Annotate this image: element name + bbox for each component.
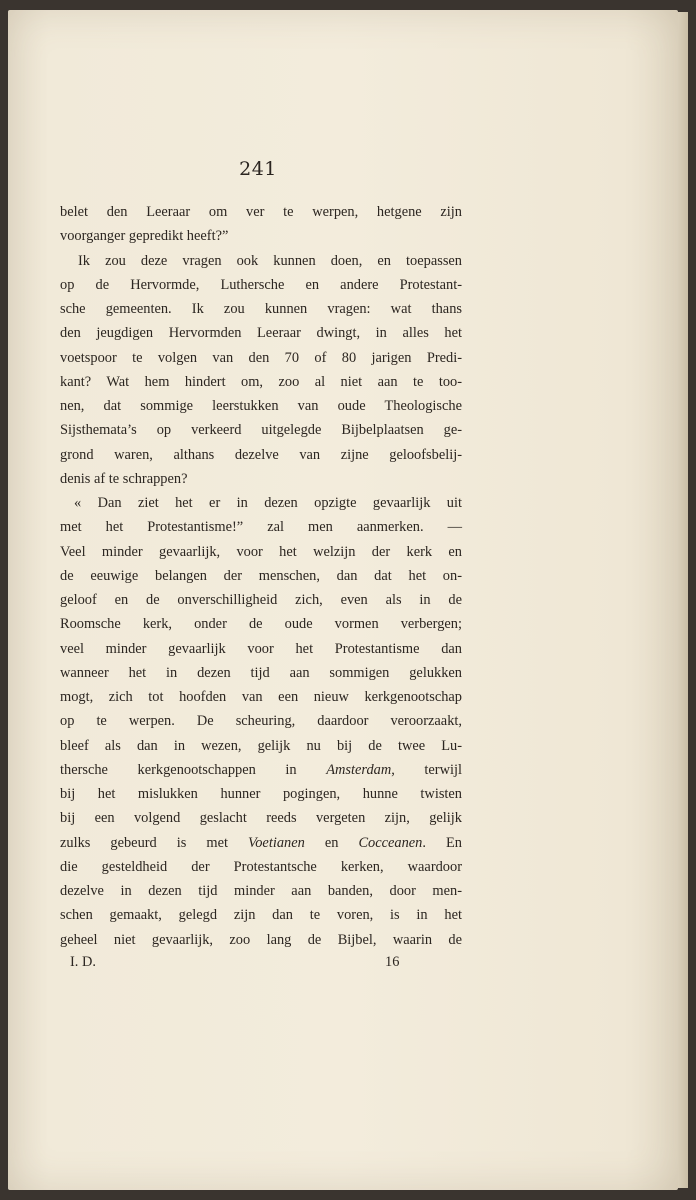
text-line: Veel minder gevaarlijk, voor het welzijn der kerk en <box>60 543 462 560</box>
body-text <box>60 200 462 952</box>
text-segment: en <box>304 834 359 851</box>
text-line: belet den Leeraar om ver te werpen, hetgene zijn <box>60 204 462 220</box>
text-line: denis af te schrappen? <box>60 470 188 487</box>
text-line: dezelve in dezen tijd minder aan banden, door men- <box>60 883 462 899</box>
paragraph-1 <box>60 200 462 249</box>
text-line: sche gemeenten. Ik zou kunnen vragen: wat thans <box>60 301 462 317</box>
text-line: geheel niet gevaarlijk, zoo lang de Bijbel, waarin de <box>60 931 462 948</box>
text-segment: thersche kerkgenootschappen in <box>60 761 327 778</box>
text-line: wanneer het in dezen tijd aan sommigen gelukken <box>60 664 462 681</box>
text-line: mogt, zich tot hoofden van een nieuw kerkgenootschap <box>60 689 462 705</box>
signature-mark: I. D. <box>70 954 96 970</box>
book-page <box>8 10 678 1190</box>
text-line: Roomsche kerk, onder de oude vormen verbergen; <box>60 616 462 633</box>
text-line: met het Protestantisme!” zal men aanmerken. — <box>60 519 462 536</box>
name-italic: Voetianen <box>248 834 305 851</box>
text-line: voetspoor te volgen van den 70 of 80 jarigen Predi- <box>60 349 462 366</box>
text-line: op te werpen. De scheuring, daardoor veroorzaakt, <box>60 713 462 730</box>
text-segment: . En <box>422 834 463 851</box>
paragraph-2 <box>60 249 462 492</box>
text-line: bij een volgend geslacht reeds vergeten zijn, gelijk <box>60 810 462 827</box>
text-line: den jeugdigen Hervormden Leeraar dwingt, in alles het <box>60 325 462 342</box>
text-line: schen gemaakt, gelegd zijn dan te voren, is in het <box>60 907 462 924</box>
text-line-mixed <box>60 831 462 855</box>
text-line: Sijsthemata’s op verkeerd uitgelegde Bijbelplaatsen ge- <box>60 422 462 439</box>
text-line: bij het mislukken hunner pogingen, hunne twisten <box>60 786 462 802</box>
text-line-mixed <box>60 758 462 782</box>
paragraph-3 <box>60 491 462 952</box>
text-line: nen, dat sommige leerstukken van oude Theologische <box>60 398 462 414</box>
text-line: bleef als dan in wezen, gelijk nu bij de twee Lu- <box>60 737 462 754</box>
page-edge <box>678 12 688 1188</box>
text-line: de eeuwige belangen der menschen, dan dat het on- <box>60 567 462 584</box>
name-italic: Cocceanen <box>358 834 423 851</box>
text-line: grond waren, althans dezelve van zijne geloofsbelij- <box>60 446 462 463</box>
text-line: kant? Wat hem hindert om, zoo al niet aan te too- <box>60 373 462 390</box>
text-line: « Dan ziet het er in dezen opzigte gevaarlijk uit <box>74 495 462 511</box>
text-line: op de Hervormde, Luthersche en andere Protestant- <box>60 276 462 293</box>
text-segment: , terwijl <box>391 761 462 778</box>
sheet-number: 16 <box>385 954 400 970</box>
page-number: 241 <box>239 158 277 180</box>
text-line: veel minder gevaarlijk voor het Protestantisme dan <box>60 640 462 657</box>
text-segment: zulks gebeurd is met <box>60 834 249 851</box>
text-line: geloof en de onverschilligheid zich, even als in de <box>60 592 462 608</box>
text-line: die gesteldheid der Protestantsche kerken, waardoor <box>60 858 462 875</box>
text-line: Ik zou deze vragen ook kunnen doen, en toepassen <box>78 252 462 269</box>
place-name-italic: Amsterdam <box>326 761 392 778</box>
text-line: voorganger gepredikt heeft?” <box>60 228 229 245</box>
